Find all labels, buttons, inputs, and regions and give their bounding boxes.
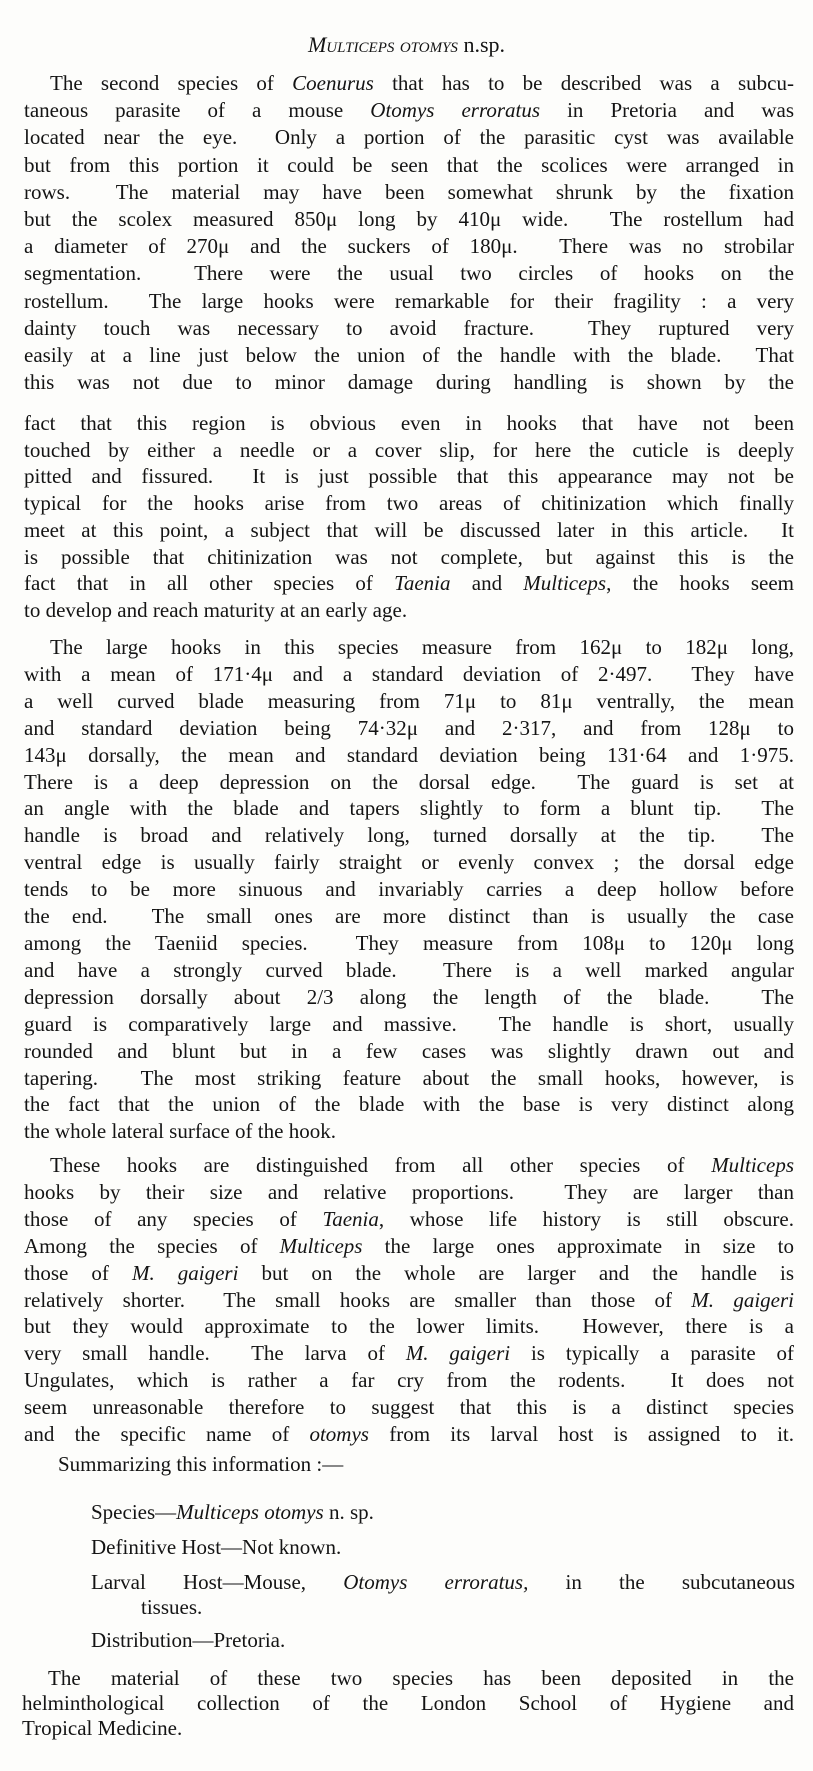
- text-segment: rounded and blunt but in a few cases was slightly drawn out and: [24, 1038, 794, 1063]
- text-segment: but from this portion it could be seen that the scolices were arranged in: [24, 152, 794, 177]
- text-line: [24, 930, 794, 957]
- text-line: [24, 1340, 794, 1367]
- text-segment: The material of these two species has been deposited in the: [48, 1666, 794, 1690]
- text-segment: seem unreasonable therefore to suggest that this is a distinct species: [24, 1395, 794, 1420]
- text-line: [24, 1260, 794, 1287]
- text-line: [24, 849, 794, 876]
- text-segment: tissues.: [141, 1595, 203, 1619]
- text-segment: a well curved blade measuring from 71μ to 81μ ventrally, the mean: [24, 688, 794, 713]
- text-segment: The large hooks in this species measure from 162μ to 182μ long,: [50, 635, 794, 659]
- summary-item: [91, 1569, 795, 1595]
- text-segment: that has to be described was a subcu-: [373, 71, 794, 95]
- text-segment: those of: [24, 1260, 132, 1285]
- italic-text: M. gaigeri: [405, 1341, 511, 1366]
- text-segment: Tropical Medicine.: [22, 1716, 183, 1740]
- text-line: [24, 822, 794, 849]
- text-line: [24, 1313, 794, 1340]
- text-segment: among the Taeniid species. They measure from 108μ to 120μ long: [24, 930, 794, 955]
- text-segment: in the subcutaneous: [528, 1570, 795, 1594]
- text-segment: tends to be more sinuous and invariably carries a deep hollow before: [24, 877, 794, 902]
- italic-text: Otomys erroratus,: [343, 1570, 529, 1594]
- text-line: [24, 97, 794, 124]
- summary-item: [141, 1594, 202, 1620]
- text-line: [24, 1206, 794, 1233]
- text-segment: and standard deviation being 74·32μ and 2·317, and from 128μ to: [24, 715, 794, 740]
- text-line: [24, 876, 794, 903]
- text-segment: fact that in all other species of: [24, 571, 395, 596]
- text-segment: n. sp.: [323, 1500, 374, 1524]
- text-line: [24, 795, 794, 822]
- text-segment: located near the eye. Only a portion of the parasitic cyst was available: [24, 125, 794, 150]
- text-segment: touched by either a needle or a cover slip, for here the cuticle is deeply: [24, 437, 794, 462]
- text-segment: typical for the hooks arise from two areas of chitinization which finally: [24, 491, 794, 516]
- italic-text: Otomys erroratus: [370, 98, 541, 123]
- text-segment: Definitive Host—Not known.: [91, 1535, 342, 1559]
- text-line: [24, 544, 794, 571]
- italic-text: Multiceps: [279, 1233, 363, 1258]
- text-segment: , the hooks seem: [606, 571, 794, 596]
- italic-text: Multiceps: [711, 1153, 794, 1177]
- text-line: [24, 1118, 794, 1145]
- text-segment: but they would approximate to the lower limits. However, there is a: [24, 1314, 794, 1339]
- text-line: [24, 1367, 794, 1394]
- text-line: [24, 490, 794, 517]
- text-segment: , whose life history is still obscure.: [378, 1206, 794, 1231]
- text-line: [24, 260, 794, 287]
- italic-text: Taenia: [322, 1206, 379, 1231]
- italic-text: Coenurus: [292, 71, 374, 95]
- text-segment: The second species of: [50, 71, 293, 95]
- text-segment: the fact that the union of the blade with the base is very distinct along: [24, 1092, 794, 1117]
- text-segment: tapering. The most striking feature about the small hooks, however, is: [24, 1065, 794, 1090]
- text-segment: Larval Host—Mouse,: [91, 1570, 344, 1594]
- text-segment: handle is broad and relatively long, turned dorsally at the tip. The: [24, 823, 794, 848]
- text-segment: this was not due to minor damage during handling is shown by the: [24, 370, 794, 395]
- title-species-name: Multiceps otomys: [307, 32, 458, 57]
- text-segment: depression dorsally about 2/3 along the length of the blade. The: [24, 984, 794, 1009]
- text-line: [24, 715, 794, 742]
- text-segment: is possible that chitinization was not complete, but against this is the: [24, 544, 794, 569]
- text-segment: Species—: [91, 1500, 177, 1524]
- text-segment: 143μ dorsally, the mean and standard deviation being 131·64 and 1·975.: [24, 742, 794, 767]
- text-line: [24, 1038, 794, 1065]
- text-line: [24, 124, 794, 151]
- text-line: [24, 288, 794, 315]
- italic-text: otomys: [309, 1422, 369, 1447]
- text-line: [24, 463, 794, 490]
- text-segment: rows. The material may have been somewhat shrunk by the fixation: [24, 179, 794, 204]
- italic-text: Taenia: [394, 571, 451, 596]
- text-segment: the large ones approximate in size to: [362, 1233, 794, 1258]
- italic-text: M. gaigeri: [691, 1287, 794, 1312]
- text-segment: Among the species of: [24, 1233, 280, 1258]
- text-line: [22, 1666, 794, 1691]
- text-line: [24, 1152, 794, 1179]
- text-line: [24, 1011, 794, 1038]
- text-segment: fact that this region is obvious even in hooks that have not been: [24, 411, 794, 435]
- text-segment: hooks by their size and relative proportions. They are larger than: [24, 1179, 794, 1204]
- text-line: [24, 769, 794, 796]
- summary-item: [91, 1627, 285, 1653]
- text-segment: to develop and reach maturity at an early age.: [24, 597, 408, 622]
- text-line: [24, 597, 794, 624]
- text-segment: segmentation. There were the usual two circles of hooks on the: [24, 261, 794, 286]
- italic-text: Multiceps: [523, 571, 607, 596]
- text-segment: taneous parasite of a mouse: [24, 98, 371, 123]
- text-segment: an angle with the blade and tapers slightly to form a blunt tip. The: [24, 796, 794, 821]
- text-line: [24, 369, 794, 396]
- title-suffix: n.sp.: [457, 32, 505, 57]
- text-segment: those of any species of: [24, 1206, 323, 1231]
- summary-item: [91, 1534, 341, 1560]
- text-line: [24, 1394, 794, 1421]
- text-segment: but the scolex measured 850μ long by 410μ wide. The rostellum had: [24, 207, 794, 232]
- text-segment: dainty touch was necessary to avoid fracture. They ruptured very: [24, 315, 794, 340]
- section-title: [0, 30, 813, 60]
- text-line: [24, 688, 794, 715]
- text-line: [24, 1233, 794, 1260]
- text-line: [24, 903, 794, 930]
- text-line: [24, 233, 794, 260]
- text-segment: helminthological collection of the London School of Hygiene and: [22, 1691, 794, 1715]
- text-segment: in Pretoria and was: [540, 98, 794, 123]
- text-segment: Ungulates, which is rather a far cry from the rodents. It does not: [24, 1368, 794, 1393]
- text-segment: and: [450, 571, 524, 596]
- text-line: [24, 570, 794, 597]
- italic-text: Multiceps otomys: [176, 1500, 324, 1524]
- text-line: [24, 661, 794, 688]
- text-segment: There is a deep depression on the dorsal edge. The guard is set at: [24, 769, 794, 794]
- paragraph: [24, 70, 794, 396]
- text-line: [24, 1421, 794, 1448]
- text-segment: easily at a line just below the union of the handle with the blade. That: [24, 343, 794, 368]
- text-line: [24, 517, 794, 544]
- paragraph: [24, 634, 794, 1145]
- text-line: [24, 410, 794, 437]
- text-line: [24, 1287, 794, 1314]
- text-line: [24, 957, 794, 984]
- text-segment: Distribution—Pretoria.: [91, 1628, 286, 1652]
- paragraph: [24, 410, 794, 624]
- summary-intro: Summarizing this information :—: [58, 1452, 344, 1476]
- text-line: [22, 1691, 794, 1716]
- text-line: [24, 152, 794, 179]
- text-segment: rostellum. The large hooks were remarkable for their fragility : a very: [24, 288, 794, 313]
- text-line: [24, 206, 794, 233]
- text-segment: very small handle. The larva of: [24, 1341, 406, 1366]
- text-line: [24, 1179, 794, 1206]
- text-line: [24, 1091, 794, 1118]
- text-line: [24, 984, 794, 1011]
- text-line: [24, 742, 794, 769]
- text-segment: and have a strongly curved blade. There is a well marked angular: [24, 957, 794, 982]
- text-segment: the end. The small ones are more distinct than is usually the case: [24, 904, 794, 929]
- text-line: [24, 315, 794, 342]
- paragraph: [24, 1152, 794, 1448]
- text-segment: with a mean of 171·4μ and a standard deviation of 2·497. They have: [24, 661, 794, 686]
- text-line: [24, 70, 794, 97]
- text-segment: a diameter of 270μ and the suckers of 180μ. There was no strobilar: [24, 234, 794, 259]
- summary-item: [91, 1499, 374, 1525]
- text-segment: meet at this point, a subject that will be discussed later in this article. It: [24, 517, 794, 542]
- italic-text: M. gaigeri: [131, 1260, 239, 1285]
- text-segment: ventral edge is usually fairly straight or evenly convex ; the dorsal edge: [24, 850, 794, 875]
- text-line: [24, 342, 794, 369]
- text-segment: is typically a parasite of: [510, 1341, 794, 1366]
- text-segment: but on the whole are larger and the handle is: [238, 1260, 794, 1285]
- text-segment: from its larval host is assigned to it.: [368, 1422, 794, 1447]
- text-segment: and the specific name of: [24, 1422, 310, 1447]
- text-segment: guard is comparatively large and massive. The handle is short, usually: [24, 1011, 794, 1036]
- text-line: [24, 1065, 794, 1092]
- text-segment: the whole lateral surface of the hook.: [24, 1119, 336, 1144]
- text-segment: These hooks are distinguished from all other species of: [50, 1153, 712, 1177]
- text-segment: pitted and fissured. It is just possible that this appearance may not be: [24, 464, 794, 489]
- text-segment: relatively shorter. The small hooks are smaller than those of: [24, 1287, 692, 1312]
- text-line: [24, 634, 794, 661]
- text-line: [22, 1716, 794, 1741]
- text-line: [24, 437, 794, 464]
- paragraph: [22, 1666, 794, 1741]
- text-line: [24, 179, 794, 206]
